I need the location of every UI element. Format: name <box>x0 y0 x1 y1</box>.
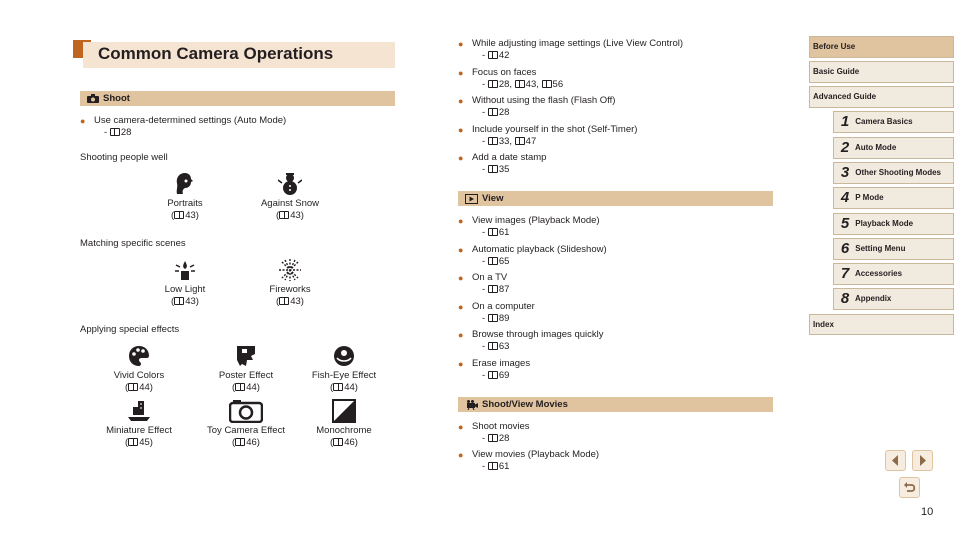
movie-camera-icon <box>465 400 478 410</box>
section-title-view: View <box>482 193 504 204</box>
book-icon <box>235 383 245 391</box>
mode-name: Low Light <box>164 284 206 295</box>
nav-chapter-7[interactable] <box>833 263 954 285</box>
page-ref[interactable]: - 28 <box>482 433 510 444</box>
list-item-live-view <box>458 38 683 62</box>
bullet-icon: ● <box>458 125 464 135</box>
page-ref[interactable]: ( 43) <box>276 296 304 307</box>
page-title: Common Camera Operations <box>98 44 334 63</box>
chapter-label: Playback Mode <box>855 219 914 228</box>
mode-name: Portraits <box>167 198 203 209</box>
page-title-block <box>73 40 395 68</box>
return-arrow-icon <box>899 477 920 498</box>
list-item-view-movies <box>458 449 599 473</box>
chapter-number: 1 <box>840 113 850 130</box>
item-label: Browse through images quickly <box>472 329 604 340</box>
mode-against-snow <box>240 172 340 222</box>
snowman-icon <box>278 172 302 196</box>
section-header-movies <box>458 397 773 412</box>
page-ref[interactable]: - 89 <box>482 313 510 324</box>
page-ref[interactable]: - 61 <box>482 461 510 472</box>
nav-chapter-3[interactable] <box>833 162 954 184</box>
book-icon <box>488 51 498 59</box>
mode-portraits <box>135 172 235 222</box>
chapter-label: Camera Basics <box>855 117 913 126</box>
page-ref[interactable]: - 28, 43, 56 <box>482 79 564 90</box>
page-number: 10 <box>921 506 934 518</box>
list-item-slideshow <box>458 244 607 268</box>
section-title-shoot: Shoot <box>103 93 130 104</box>
list-item-playback <box>458 215 600 239</box>
chapter-number: 6 <box>840 240 850 257</box>
mode-monochrome <box>294 399 394 449</box>
book-icon <box>488 314 498 322</box>
page-ref[interactable]: ( 43) <box>171 296 199 307</box>
book-icon <box>488 80 498 88</box>
bullet-icon: ● <box>458 68 464 78</box>
bullet-icon: ● <box>458 330 464 340</box>
chapter-label: Auto Mode <box>854 143 897 152</box>
return-button[interactable] <box>899 477 920 498</box>
chapter-label: P Mode <box>855 193 884 202</box>
book-icon <box>488 342 498 350</box>
fireworks-icon <box>278 258 302 282</box>
camera-icon <box>87 94 99 103</box>
bullet-icon: ● <box>458 450 464 460</box>
mode-name: Monochrome <box>316 425 372 436</box>
book-icon <box>128 438 138 446</box>
bullet-icon: ● <box>458 273 464 283</box>
list-item-erase <box>458 358 530 382</box>
low-light-icon <box>173 258 197 282</box>
chapter-number: 8 <box>840 290 850 307</box>
chapter-number: 2 <box>840 139 850 156</box>
arrow-left-icon <box>885 450 906 471</box>
item-label: Use camera-determined settings (Auto Mode) <box>94 115 287 126</box>
book-icon <box>128 383 138 391</box>
subheading-effects: Applying special effects <box>80 324 180 335</box>
mode-name: Vivid Colors <box>113 370 165 381</box>
item-label: Automatic playback (Slideshow) <box>472 244 607 255</box>
book-icon <box>333 438 343 446</box>
arrow-right-icon <box>912 450 933 471</box>
vivid-colors-icon <box>127 344 151 368</box>
fish-eye-icon <box>332 344 356 368</box>
book-icon <box>488 434 498 442</box>
chapter-number: 7 <box>840 265 850 282</box>
item-label: On a computer <box>472 301 535 312</box>
item-label: View movies (Playback Mode) <box>472 449 600 460</box>
page-ref[interactable]: - 28 <box>482 107 510 118</box>
chapter-label: Appendix <box>854 294 892 303</box>
chapter-label: Accessories <box>854 269 903 278</box>
page-ref[interactable]: - 35 <box>482 164 510 175</box>
page-ref[interactable]: ( 44) <box>330 382 358 393</box>
book-icon <box>515 80 525 88</box>
item-label: Include yourself in the shot (Self-Timer) <box>472 124 638 135</box>
nav-basic-guide[interactable]: Basic Guide <box>809 61 954 83</box>
item-label: View images (Playback Mode) <box>472 215 600 226</box>
book-icon <box>488 371 498 379</box>
bullet-icon: ● <box>458 422 464 432</box>
bullet-icon: ● <box>458 245 464 255</box>
nav-chapter-5[interactable] <box>833 213 954 235</box>
nav-before-use[interactable]: Before Use <box>809 36 954 58</box>
book-icon <box>333 383 343 391</box>
book-icon <box>488 165 498 173</box>
nav-advanced-guide[interactable]: Advanced Guide <box>809 86 954 108</box>
page-ref[interactable]: - 69 <box>482 370 510 381</box>
section-title-movies: Shoot/View Movies <box>482 399 568 410</box>
page-ref[interactable]: ( 46) <box>330 437 358 448</box>
subheading-people: Shooting people well <box>80 152 168 163</box>
page-ref[interactable]: - 63 <box>482 341 510 352</box>
page-ref[interactable]: - 87 <box>482 284 510 295</box>
page-ref[interactable]: - 33, 47 <box>482 136 537 147</box>
page-ref[interactable]: - 28 <box>104 127 132 138</box>
item-label: On a TV <box>472 272 508 283</box>
chapter-number: 4 <box>840 189 850 206</box>
book-icon <box>174 211 184 219</box>
bullet-icon: ● <box>458 96 464 106</box>
poster-effect-icon <box>234 344 258 368</box>
section-header-view <box>458 191 773 206</box>
mode-name: Against Snow <box>260 198 320 209</box>
bullet-icon: ● <box>80 116 86 126</box>
nav-chapter-8[interactable] <box>833 288 954 310</box>
portrait-icon <box>174 172 196 196</box>
mode-name: Fireworks <box>269 284 311 295</box>
previous-page-button[interactable] <box>885 450 906 471</box>
bullet-icon: ● <box>458 302 464 312</box>
bullet-icon: ● <box>458 39 464 49</box>
nav-chapter-6[interactable] <box>833 238 954 260</box>
book-icon <box>488 285 498 293</box>
bullet-icon: ● <box>458 359 464 369</box>
mode-fish-eye <box>294 344 394 394</box>
mode-poster-effect <box>196 344 296 394</box>
mode-vivid-colors <box>89 344 189 394</box>
mode-low-light <box>135 258 235 308</box>
book-icon <box>279 297 289 305</box>
list-item-tv <box>458 272 509 296</box>
chapter-label: Setting Menu <box>855 244 906 253</box>
list-item-computer <box>458 301 535 325</box>
book-icon <box>488 228 498 236</box>
page-ref[interactable]: ( 44) <box>232 382 260 393</box>
list-item-shoot-movies <box>458 421 530 445</box>
book-icon <box>488 108 498 116</box>
list-item-focus-faces <box>458 67 563 91</box>
page-ref[interactable]: - 65 <box>482 256 510 267</box>
nav-chapter-2[interactable] <box>833 137 954 159</box>
section-header-shoot <box>80 91 395 106</box>
mode-name: Toy Camera Effect <box>207 425 285 436</box>
book-icon <box>515 137 525 145</box>
bullet-icon: ● <box>458 153 464 163</box>
subheading-scenes: Matching specific scenes <box>80 238 186 249</box>
item-label: Erase images <box>472 358 531 369</box>
page-ref[interactable]: ( 43) <box>171 210 199 221</box>
page-ref[interactable]: ( 44) <box>125 382 153 393</box>
book-icon <box>110 128 120 136</box>
chapter-number: 3 <box>840 164 850 181</box>
page-ref[interactable]: ( 43) <box>276 210 304 221</box>
list-item-flash-off <box>458 95 615 119</box>
list-item-browse <box>458 329 603 353</box>
list-item-self-timer <box>458 124 637 148</box>
miniature-icon <box>126 399 152 423</box>
page-ref[interactable]: - 61 <box>482 227 510 238</box>
book-icon <box>174 297 184 305</box>
nav-index[interactable]: Index <box>809 314 954 335</box>
book-icon <box>488 462 498 470</box>
toy-camera-icon <box>229 399 263 423</box>
mode-name: Fish-Eye Effect <box>311 370 377 381</box>
item-label: While adjusting image settings (Live View Control) <box>472 38 684 49</box>
page-ref[interactable]: ( 46) <box>232 437 260 448</box>
book-icon <box>488 137 498 145</box>
bullet-icon: ● <box>458 216 464 226</box>
item-label: Focus on faces <box>472 67 537 78</box>
item-label: Without using the flash (Flash Off) <box>472 95 616 106</box>
next-page-button[interactable] <box>912 450 933 471</box>
chapter-number: 5 <box>840 215 850 232</box>
page-ref[interactable]: ( 45) <box>125 437 153 448</box>
mode-toy-camera <box>196 399 296 449</box>
mode-fireworks <box>240 258 340 308</box>
book-icon <box>542 80 552 88</box>
playback-icon <box>465 194 478 204</box>
book-icon <box>488 257 498 265</box>
list-item-date-stamp <box>458 152 546 176</box>
mode-miniature <box>89 399 189 449</box>
nav-chapter-4[interactable] <box>833 187 954 209</box>
monochrome-icon <box>332 399 356 423</box>
book-icon <box>279 211 289 219</box>
mode-name: Miniature Effect <box>106 425 172 436</box>
book-icon <box>235 438 245 446</box>
mode-name: Poster Effect <box>218 370 274 381</box>
item-label: Shoot movies <box>472 421 530 432</box>
nav-chapter-1[interactable] <box>833 111 954 133</box>
page-ref[interactable]: - 42 <box>482 50 510 61</box>
chapter-label: Other Shooting Modes <box>855 168 942 177</box>
item-label: Add a date stamp <box>472 152 547 163</box>
list-item-auto-mode <box>80 115 286 139</box>
